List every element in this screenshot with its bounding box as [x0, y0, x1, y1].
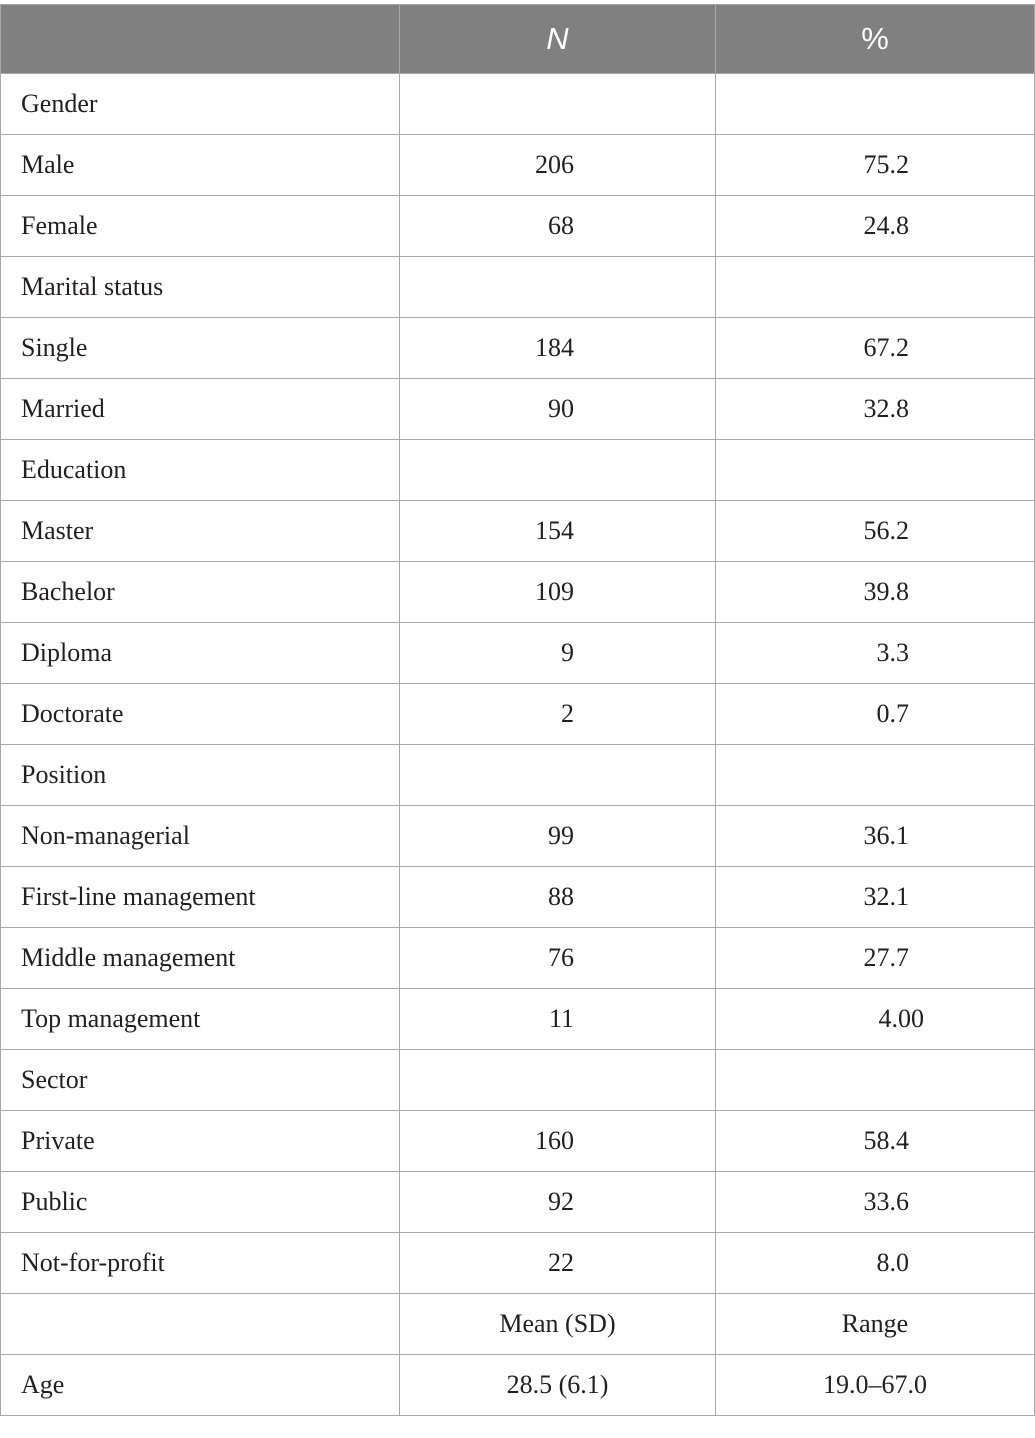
count-value: 109: [535, 577, 574, 606]
header-percent: %: [716, 5, 1035, 74]
count-value: 154: [535, 516, 574, 545]
count-value: 76: [548, 943, 574, 972]
percent-value: 4.00: [878, 1004, 924, 1033]
age-row: [1, 1355, 1035, 1416]
count-value: 99: [548, 821, 574, 850]
age-subheader-label: [1, 1294, 400, 1355]
table-row: [1, 440, 1035, 501]
percent-value: 32.1: [863, 882, 909, 911]
table-header-row: [1, 5, 1035, 74]
row-label: Male: [1, 135, 400, 196]
row-label: Female: [1, 196, 400, 257]
table-row: [1, 745, 1035, 806]
table-row: [1, 318, 1035, 379]
row-label: Diploma: [1, 623, 400, 684]
percent-value: 32.8: [863, 394, 909, 423]
table-row: [1, 562, 1035, 623]
count-value: 160: [535, 1126, 574, 1155]
table-row: [1, 806, 1035, 867]
row-label: Master: [1, 501, 400, 562]
row-label: Private: [1, 1111, 400, 1172]
row-label: First-line management: [1, 867, 400, 928]
count-value: 22: [548, 1248, 574, 1277]
percent-value: 56.2: [863, 516, 909, 545]
table-row: [1, 257, 1035, 318]
age-subheader-row: [1, 1294, 1035, 1355]
percent-value: 36.1: [863, 821, 909, 850]
row-label: Top management: [1, 989, 400, 1050]
range-header: Range: [716, 1294, 1035, 1355]
table-row: [1, 135, 1035, 196]
percent-value: 75.2: [863, 150, 909, 179]
table-row: [1, 623, 1035, 684]
count-value: 88: [548, 882, 574, 911]
count-value: 9: [561, 638, 574, 667]
header-n: N: [400, 5, 716, 74]
row-label: Middle management: [1, 928, 400, 989]
count-value: 92: [548, 1187, 574, 1216]
table-row: [1, 928, 1035, 989]
category-label: Sector: [1, 1050, 400, 1111]
row-label: Married: [1, 379, 400, 440]
percent-value: 33.6: [863, 1187, 909, 1216]
count-value: 11: [548, 1004, 574, 1033]
percent-value: 39.8: [863, 577, 909, 606]
count-value: 90: [548, 394, 574, 423]
table-row: [1, 1111, 1035, 1172]
percent-value: 24.8: [863, 211, 909, 240]
table-row: [1, 1050, 1035, 1111]
category-label: Position: [1, 745, 400, 806]
category-label: Marital status: [1, 257, 400, 318]
table-row: [1, 1233, 1035, 1294]
percent-value: 27.7: [863, 943, 909, 972]
table-row: [1, 989, 1035, 1050]
row-label: Doctorate: [1, 684, 400, 745]
table-row: [1, 684, 1035, 745]
percent-value: 8.0: [876, 1248, 909, 1277]
count-value: 2: [561, 699, 574, 728]
row-label: Single: [1, 318, 400, 379]
header-label-cell: [1, 5, 400, 74]
percent-value: 67.2: [863, 333, 909, 362]
table-row: [1, 867, 1035, 928]
table-row: [1, 74, 1035, 135]
age-label: Age: [1, 1355, 400, 1416]
table-row: [1, 196, 1035, 257]
table-row: [1, 379, 1035, 440]
percent-value: 58.4: [863, 1126, 909, 1155]
count-value: 206: [535, 150, 574, 179]
percent-value: 3.3: [876, 638, 909, 667]
age-mean-sd: 28.5 (6.1): [400, 1355, 716, 1416]
demographics-table: [0, 4, 1035, 1416]
row-label: Public: [1, 1172, 400, 1233]
row-label: Bachelor: [1, 562, 400, 623]
percent-value: 0.7: [876, 699, 909, 728]
age-range: 19.0–67.0: [716, 1355, 1035, 1416]
category-label: Gender: [1, 74, 400, 135]
row-label: Not-for-profit: [1, 1233, 400, 1294]
count-value: 68: [548, 211, 574, 240]
table-row: [1, 1172, 1035, 1233]
row-label: Non-managerial: [1, 806, 400, 867]
mean-sd-header: Mean (SD): [400, 1294, 716, 1355]
category-label: Education: [1, 440, 400, 501]
table-row: [1, 501, 1035, 562]
count-value: 184: [535, 333, 574, 362]
